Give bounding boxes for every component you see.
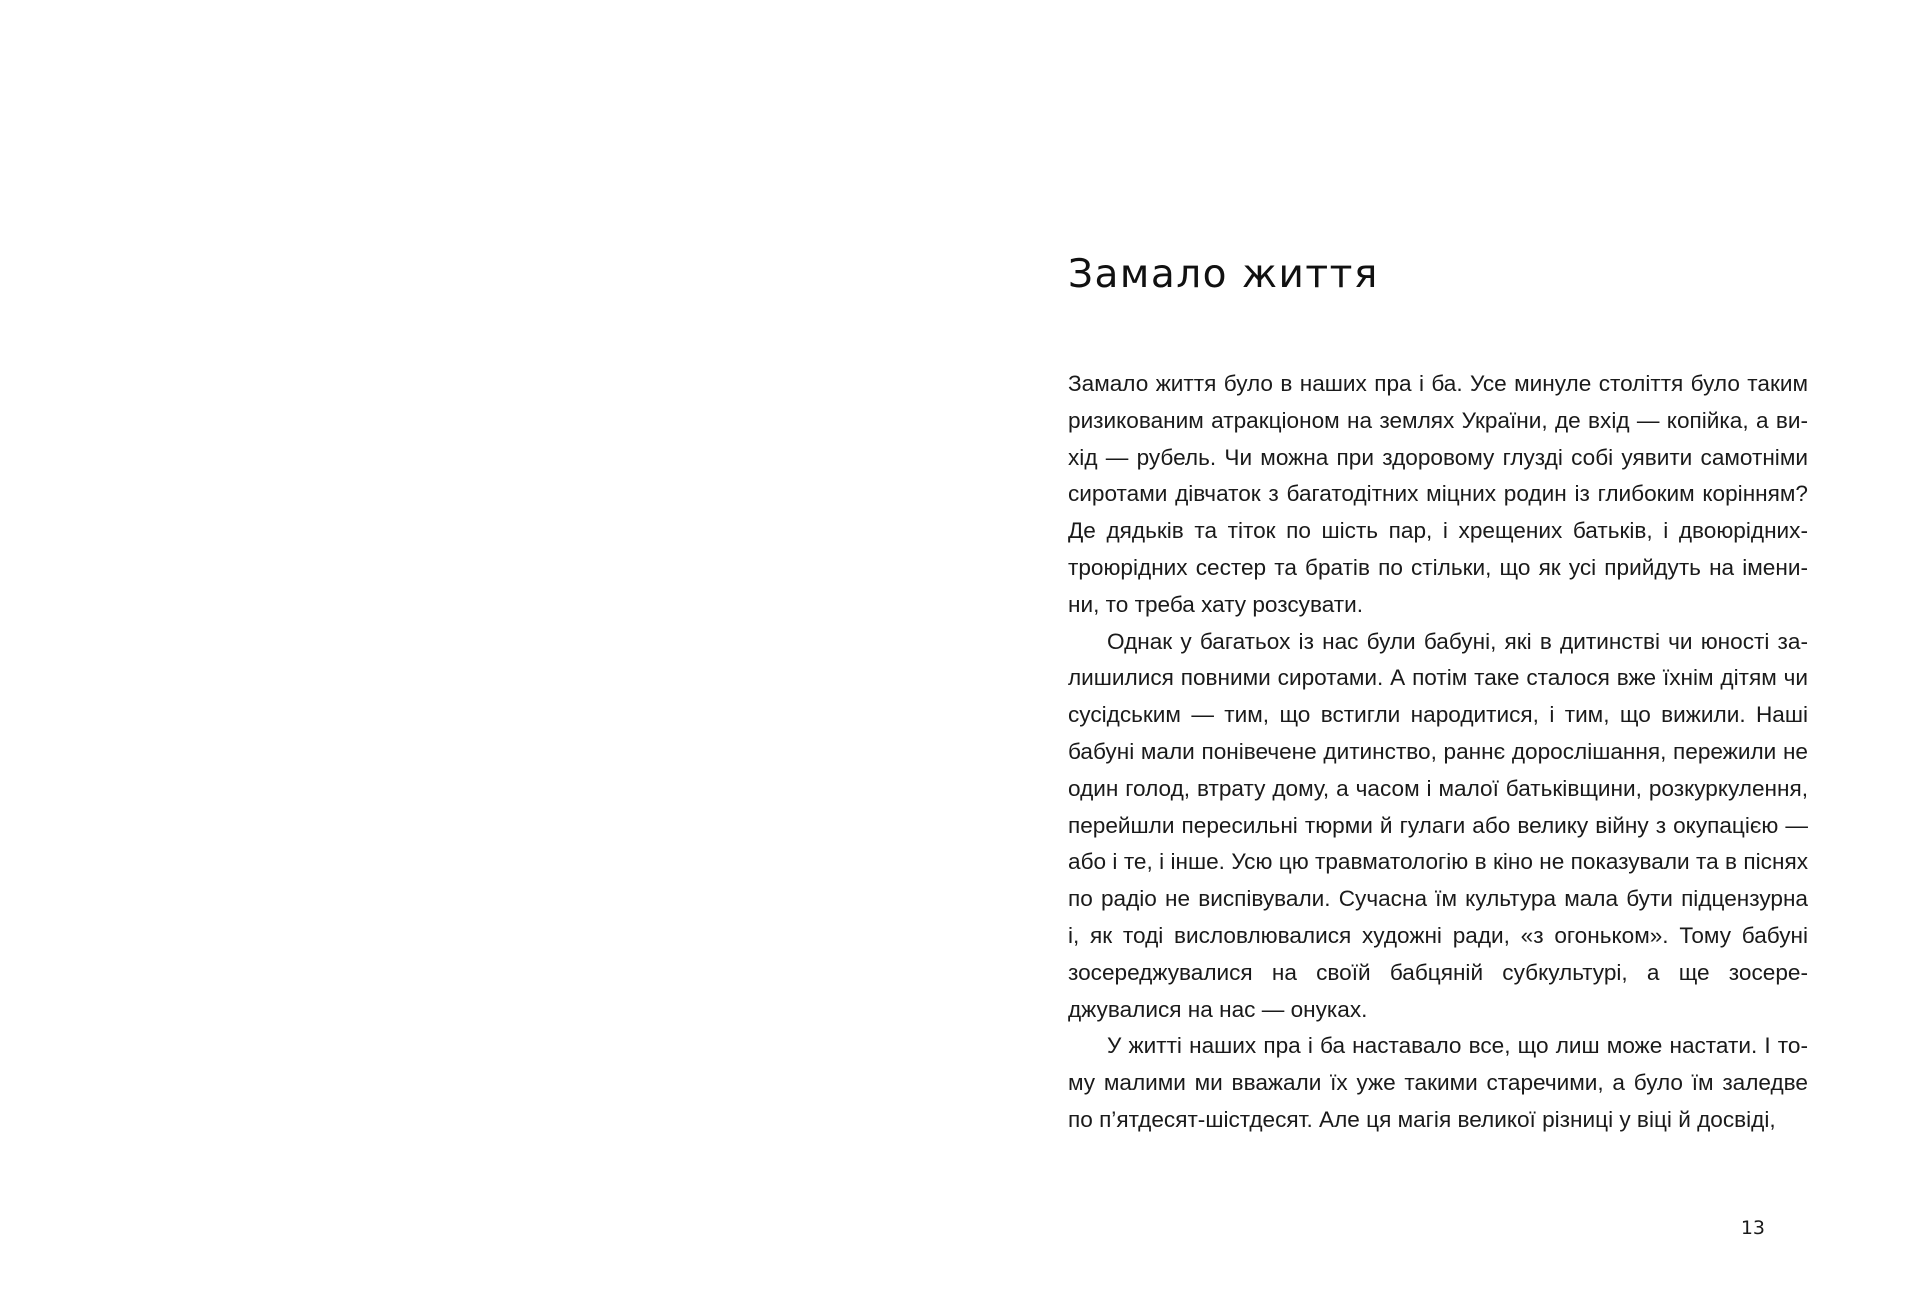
page-number: 13 bbox=[1740, 1217, 1765, 1239]
paragraph-2: Однак у багатьох із нас були бабуні, які в дитинстві чи юності залишилися повними сиротами. А потім таке сталося вже їхнім дітям чи сусідським — тим, що встигли народитися, і тим, що вижили. Наші бабуні мали понівечене дитинство, раннє дорослішання, пережили не один голод, втрату дому, а часом і малої батьківщини, розкуркулення, перейшли пересильні тюрми й гулаги або велику війну з окупацією — або і те, і інше. Усю цю травматологію в кіно не показували та в піснях по радіо не виспівували. Сучасна їм культура мала бути підцензурна і, як тоді висловлювалися художні ради, «з огоньком». Тому бабуні зосереджувалися на своїй бабцяній субкультурі, а ще зосереджувалися на нас — онуках. bbox=[1068, 628, 1808, 1022]
right-page bbox=[960, 0, 1920, 1302]
chapter-title: Замало життя bbox=[1068, 252, 1379, 297]
paragraph-3: У житті наших пра і ба наставало все, що лиш може настати. І тому малими ми вважали їх уже такими старечими, а було їм заледве по п’ятдесят-шістдесят. Але ця магія великої різниці у віці й досвіді, bbox=[1068, 1033, 1808, 1132]
chapter-body bbox=[1068, 366, 1808, 1139]
paragraph-1: Замало життя було в наших пра і ба. Усе минуле століття було таким ризикованим атракціоном на землях України, де вхід — копійка, а вихід — рубель. Чи можна при здоровому глузді собі уявити самотніми сиротами дівчаток з багатодітних міцних родин із глибоким корінням? Де дядьків та тіток по шість пар, і хрещених батьків, і двоюрідних-троюрідних сестер та братів по стільки, що як усі прийдуть на іменини, то треба хату розсувати. bbox=[1068, 371, 1808, 617]
